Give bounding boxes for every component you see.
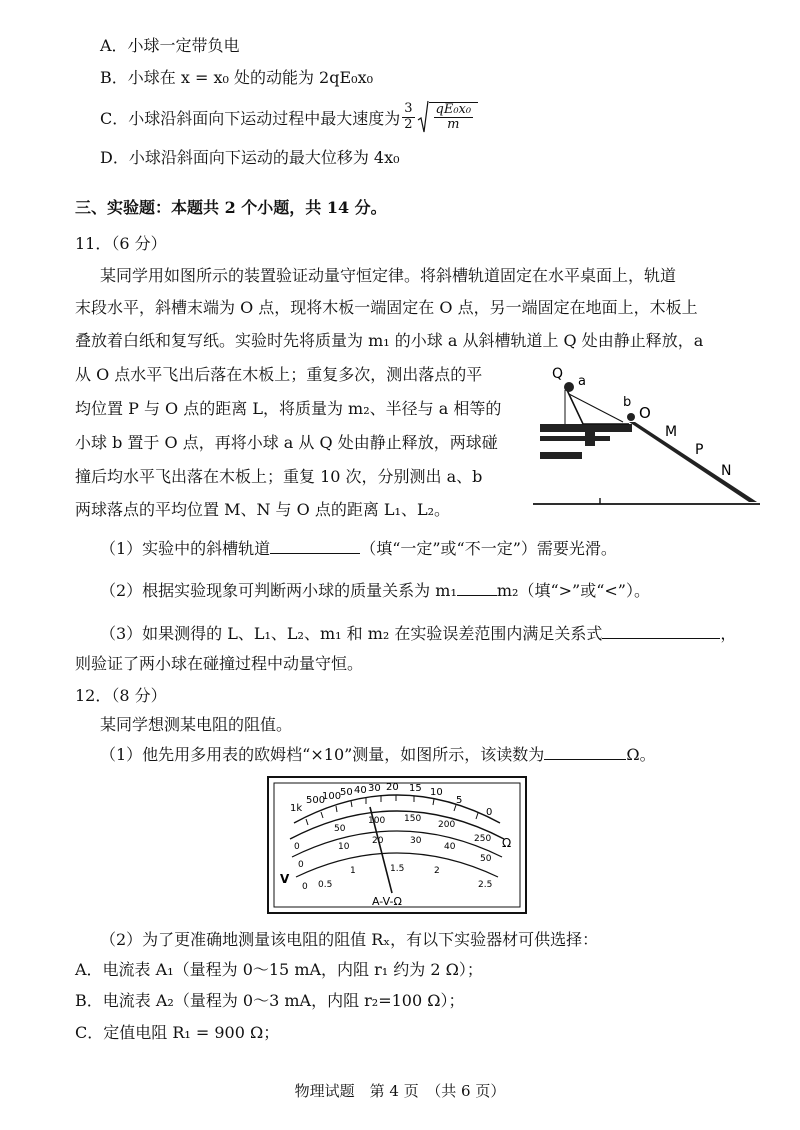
radical-sign-icon <box>417 100 429 134</box>
ohm-tick-10: 10 <box>430 787 443 798</box>
chute-track <box>567 390 632 424</box>
q12-sub1-tail: Ω。 <box>626 745 656 764</box>
chute-brace <box>569 394 623 422</box>
q10-option-c-text: C．小球沿斜面向下运动过程中最大速度为 <box>100 108 401 128</box>
ohm-tick-15: 15 <box>409 783 422 794</box>
q12-sub1 <box>100 745 656 763</box>
clamp <box>585 432 595 446</box>
ohm-tick-5: 5 <box>456 795 463 806</box>
dc-b-tick-50: 50 <box>480 854 492 864</box>
q11-body-line-2: 末段水平，斜槽末端为 O 点，现将木板一端固定在 O 点，另一端固定在地面上，木板上 <box>75 298 698 317</box>
q11-sub3-tail: ， <box>720 624 737 643</box>
q11-body-line-1: 某同学用如图所示的装置验证动量守恒定律。将斜槽轨道固定在水平桌面上，轨道 <box>100 266 677 285</box>
label-Q: Q <box>552 366 564 382</box>
dc-tick-100: 100 <box>368 816 386 826</box>
q11-sub3 <box>100 624 736 642</box>
q12-intro: 某同学想测某电阻的阻值。 <box>100 715 293 734</box>
ac-tick-2-5: 2.5 <box>478 880 493 890</box>
q11-body-line-8: 两球落点的平均位置 M、N 与 O 点的距离 L₁、L₂。 <box>75 500 451 519</box>
q11-body-line-6: 小球 b 置于 O 点，再将小球 a 从 Q 处由静止释放，两球碰 <box>75 433 498 452</box>
ohm-tick-20: 20 <box>386 782 399 793</box>
table-shelf <box>540 452 582 459</box>
page-footer: 物理试题 第 4 页 （共 6 页） <box>294 1082 506 1100</box>
q11-sub1-tail: （填“一定”或“不一定”）需要光滑。 <box>360 539 617 558</box>
ac-tick-0: 0 <box>302 882 308 892</box>
q12-sub1-text: （1）他先用多用表的欧姆档“×10”测量，如图所示，该读数为 <box>100 745 545 764</box>
ohm-tick-1k: 1k <box>290 803 303 814</box>
q10-option-c-sqrt <box>417 100 479 134</box>
answer-blank-3[interactable] <box>602 624 720 639</box>
ohm-tick-0: 0 <box>486 807 493 818</box>
q12-sub2: （2）为了更准确地测量该电阻的阻值 Rₓ，有以下实验器材可供选择： <box>100 930 599 949</box>
q11-body-line-3: 叠放着白纸和复写纸。实验时先将质量为 m₁ 的小球 a 从斜槽轨道上 Q 处由静止释放，a <box>75 331 704 350</box>
label-P: P <box>695 442 704 458</box>
q11-sub1-text: （1）实验中的斜槽轨道 <box>100 539 271 558</box>
radicand <box>434 103 474 133</box>
rad-den: m <box>447 117 460 132</box>
q12-option-b: B．电流表 A₂（量程为 0～3 mA，内阻 r₂=100 Ω）； <box>75 991 465 1010</box>
multimeter-dial <box>266 775 528 915</box>
q12-option-c: C．定值电阻 R₁ = 900 Ω； <box>75 1023 280 1042</box>
meter-omega-label: Ω <box>502 836 512 850</box>
meter-v-label: V <box>280 872 290 886</box>
ohm-tick-500: 500 <box>306 795 326 806</box>
ac-tick-0-5: 0.5 <box>318 880 333 890</box>
table-rail <box>540 436 610 441</box>
q11-sub2-text: （2）根据实验现象可判断两小球的质量关系为 m₁ <box>100 581 457 600</box>
q10-option-a: A．小球一定带负电 <box>100 36 240 55</box>
meter-label: A-V-Ω <box>372 895 402 908</box>
label-N: N <box>721 463 732 479</box>
dc-b-tick-30: 30 <box>410 836 422 846</box>
label-b: b <box>623 395 632 410</box>
q10-option-c-coef <box>402 102 414 132</box>
table-top <box>540 424 632 432</box>
dc-b-tick-40: 40 <box>444 842 456 852</box>
ball-b <box>627 413 635 421</box>
section3-title: 三、实验题：本题共 2 个小题，共 14 分。 <box>75 198 387 217</box>
dc-tick-200: 200 <box>438 820 456 830</box>
ohm-tick-50: 50 <box>340 787 353 798</box>
q11-header: 11．（6 分） <box>75 234 167 253</box>
dc-tick-150: 150 <box>404 814 422 824</box>
q11-apparatus-figure <box>525 362 765 512</box>
q11-sub3-text: （3）如果测得的 L、L₁、L₂、m₁ 和 m₂ 在实验误差范围内满足关系式 <box>100 624 603 643</box>
q12-header: 12．（8 分） <box>75 686 167 705</box>
dc-tick-0: 0 <box>294 842 300 852</box>
ohm-tick-100: 100 <box>322 791 342 802</box>
coef-num: 3 <box>404 101 413 117</box>
coef-den: 2 <box>404 116 413 132</box>
answer-blank-4[interactable] <box>544 745 626 760</box>
label-M: M <box>665 424 678 440</box>
ohm-tick-40: 40 <box>354 785 367 796</box>
ball-a <box>564 382 574 392</box>
q11-sub2-tail: m₂（填“>”或“<”）。 <box>496 581 650 600</box>
rad-num: qE₀x₀ <box>435 101 472 117</box>
label-a: a <box>578 374 586 389</box>
ac-tick-1-5: 1.5 <box>390 864 405 874</box>
ac-tick-1: 1 <box>350 866 356 876</box>
ac-tick-2: 2 <box>434 866 440 876</box>
q11-sub3-line2: 则验证了两小球在碰撞过程中动量守恒。 <box>75 654 364 673</box>
label-O: O <box>639 404 651 422</box>
dc-b-tick-10: 10 <box>338 842 350 852</box>
dc-b-tick-20: 20 <box>372 836 384 846</box>
q10-option-d: D．小球沿斜面向下运动的最大位移为 4x₀ <box>100 148 400 167</box>
q10-option-c <box>100 100 478 134</box>
q11-body-line-7: 撞后均水平飞出落在木板上；重复 10 次，分别测出 a、b <box>75 467 483 486</box>
q11-body-line-4: 从 O 点水平飞出后落在木板上；重复多次，测出落点的平 <box>75 365 483 384</box>
inclined-board <box>629 422 757 502</box>
q10-option-b: B．小球在 x = x₀ 处的动能为 2qE₀x₀ <box>100 68 374 87</box>
dc-tick-250: 250 <box>474 834 492 844</box>
dc-tick-50: 50 <box>334 824 346 834</box>
q11-sub1 <box>100 539 617 557</box>
answer-blank-1[interactable] <box>270 539 360 554</box>
answer-blank-2[interactable] <box>457 581 497 596</box>
dc-b-tick-0: 0 <box>298 860 304 870</box>
q11-sub2 <box>100 581 650 599</box>
ohm-tick-30: 30 <box>368 783 381 794</box>
q12-option-a: A．电流表 A₁（量程为 0～15 mA，内阻 r₁ 约为 2 Ω）； <box>75 960 483 979</box>
q11-body-line-5: 均位置 P 与 O 点的距离 L，将质量为 m₂、半径与 a 相等的 <box>75 399 502 418</box>
